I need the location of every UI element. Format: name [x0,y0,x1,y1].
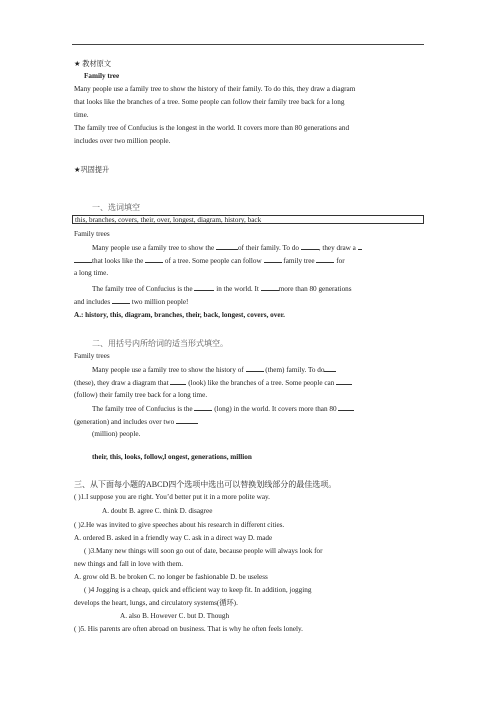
part2-line-2 [74,378,352,388]
part2-line-1 [92,365,336,375]
text-segment: in the world. It [216,285,259,293]
star-icon: ★ [74,165,81,174]
text-segment: (generation) and includes over two [74,418,175,426]
answer-blank[interactable] [338,404,354,411]
answer-blank[interactable] [194,284,214,291]
part1-answer: A.: history, this, diagram, branches, their, back, longest, covers, over. [74,311,285,319]
text-segment: (look) like the branches of a tree. Some people can [188,379,335,387]
original-line-5: includes over two million people. [74,137,171,145]
question-3-continued: new things and fall in love with them. [74,560,183,568]
answer-blank[interactable] [261,284,279,291]
answer-blank[interactable] [316,256,334,263]
question-4-continued: develops the heart, lungs, and circulatory systems(循环). [74,599,238,607]
part1-line-3: a long time. [74,269,109,277]
section-heading-label: 巩固提升 [80,166,110,174]
answer-blank[interactable] [170,378,186,385]
question-4: ( )4 Jogging is a cheap, quick and efficient way to keep fit. In addition, jogging [84,586,312,594]
text-segment: Many people use a family tree to show the [92,244,215,252]
text-segment: of a tree. Some people can follow [164,257,262,265]
text-segment: Many people use a family tree to show the history of [92,366,244,374]
answer-blank[interactable] [145,256,163,263]
original-line-1: Many people use a family tree to show the history of their family. To do this, they draw a diagram [74,85,356,93]
part2-line-3: (follow) their family tree back for a long time. [74,391,208,399]
question-3-options: A. grow old B. be broken C. no longer be fashionable D. be useless [74,573,268,581]
part1-line-2 [74,256,345,266]
original-line-4: The family tree of Confucius is the longest in the world. It covers more than 80 generations and [74,124,350,132]
text-segment: (them) family. To do [265,366,325,374]
text-segment: and includes [74,298,111,306]
question-2-options: A. ordered B. asked in a friendly way C. ask in a direct way D. made [74,534,273,542]
text-segment: more than 80 generations [278,285,352,293]
part2-line-5 [74,417,198,427]
answer-blank[interactable] [74,256,92,263]
original-line-3: time. [74,111,89,119]
question-4-options: A. also B. However C. but D. Though [120,612,230,620]
question-5: ( )5. His parents are often abroad on business. That is why he often feels lonely. [74,625,303,633]
part2-line-6: (million) people. [92,430,141,438]
part1-line-4 [92,284,352,294]
section-heading-practice [74,165,109,175]
text-segment: of their family. To do [237,244,299,252]
answer-blank[interactable] [336,378,352,385]
answer-blank[interactable] [194,404,212,411]
text-segment: family tree [283,257,315,265]
text-segment: The family tree of Confucius is the [92,285,193,293]
part1-heading: 一、选词填空 [92,203,140,212]
answer-blank[interactable] [301,243,319,250]
text-segment: that looks like the [92,257,144,265]
answer-blank[interactable] [246,365,264,372]
part1-title: Family trees [74,230,110,238]
part2-answer: their, this, looks, follow,l ongest, generations, million [92,453,252,461]
question-3: ( )3.Many new things will soon go out of date, because people will always look for [84,547,323,555]
part2-title: Family trees [74,352,110,360]
answer-blank[interactable] [176,417,198,424]
word-box: this, branches, covers, their, over, longest, diagram, history, back [72,215,424,224]
part1-line-5 [74,297,188,307]
answer-blank[interactable] [324,365,336,372]
question-2: ( )2.He was invited to give speeches about his research in different cities. [74,521,285,529]
text-segment: two million people! [131,298,189,306]
text-segment: for [336,257,345,265]
answer-blank[interactable] [216,243,238,250]
star-icon: ★ [74,59,81,68]
question-1: ( )1.I suppose you are right. You’d better put it in a more polite way. [74,493,270,501]
text-segment: (these), they draw a diagram that [74,379,169,387]
answer-blank[interactable] [358,243,362,250]
top-rule [72,44,424,45]
part2-line-4 [92,404,354,414]
original-line-2: that looks like the branches of a tree. Some people can follow their family tree back for a long [74,98,345,106]
part3-heading: 三、从下面每小题的ABCD四个选项中选出可以替换划线部分的最佳选项。 [74,480,337,489]
part1-line-1 [92,243,362,253]
answer-blank[interactable] [112,297,130,304]
text-segment: (long) in the world. It covers more than 80 [214,405,337,413]
section-heading-original-text [74,59,111,69]
text-segment: The family tree of Confucius is the [92,405,193,413]
question-1-options: A. doubt B. agree C. think D. disagree [102,507,213,515]
part2-heading: 二、用括号内所给词的适当形式填空。 [92,339,228,348]
answer-blank[interactable] [264,256,282,263]
text-segment: , they draw a [318,244,356,252]
section-heading-label: 教材原文 [82,60,112,68]
original-title: Family tree [84,72,120,80]
